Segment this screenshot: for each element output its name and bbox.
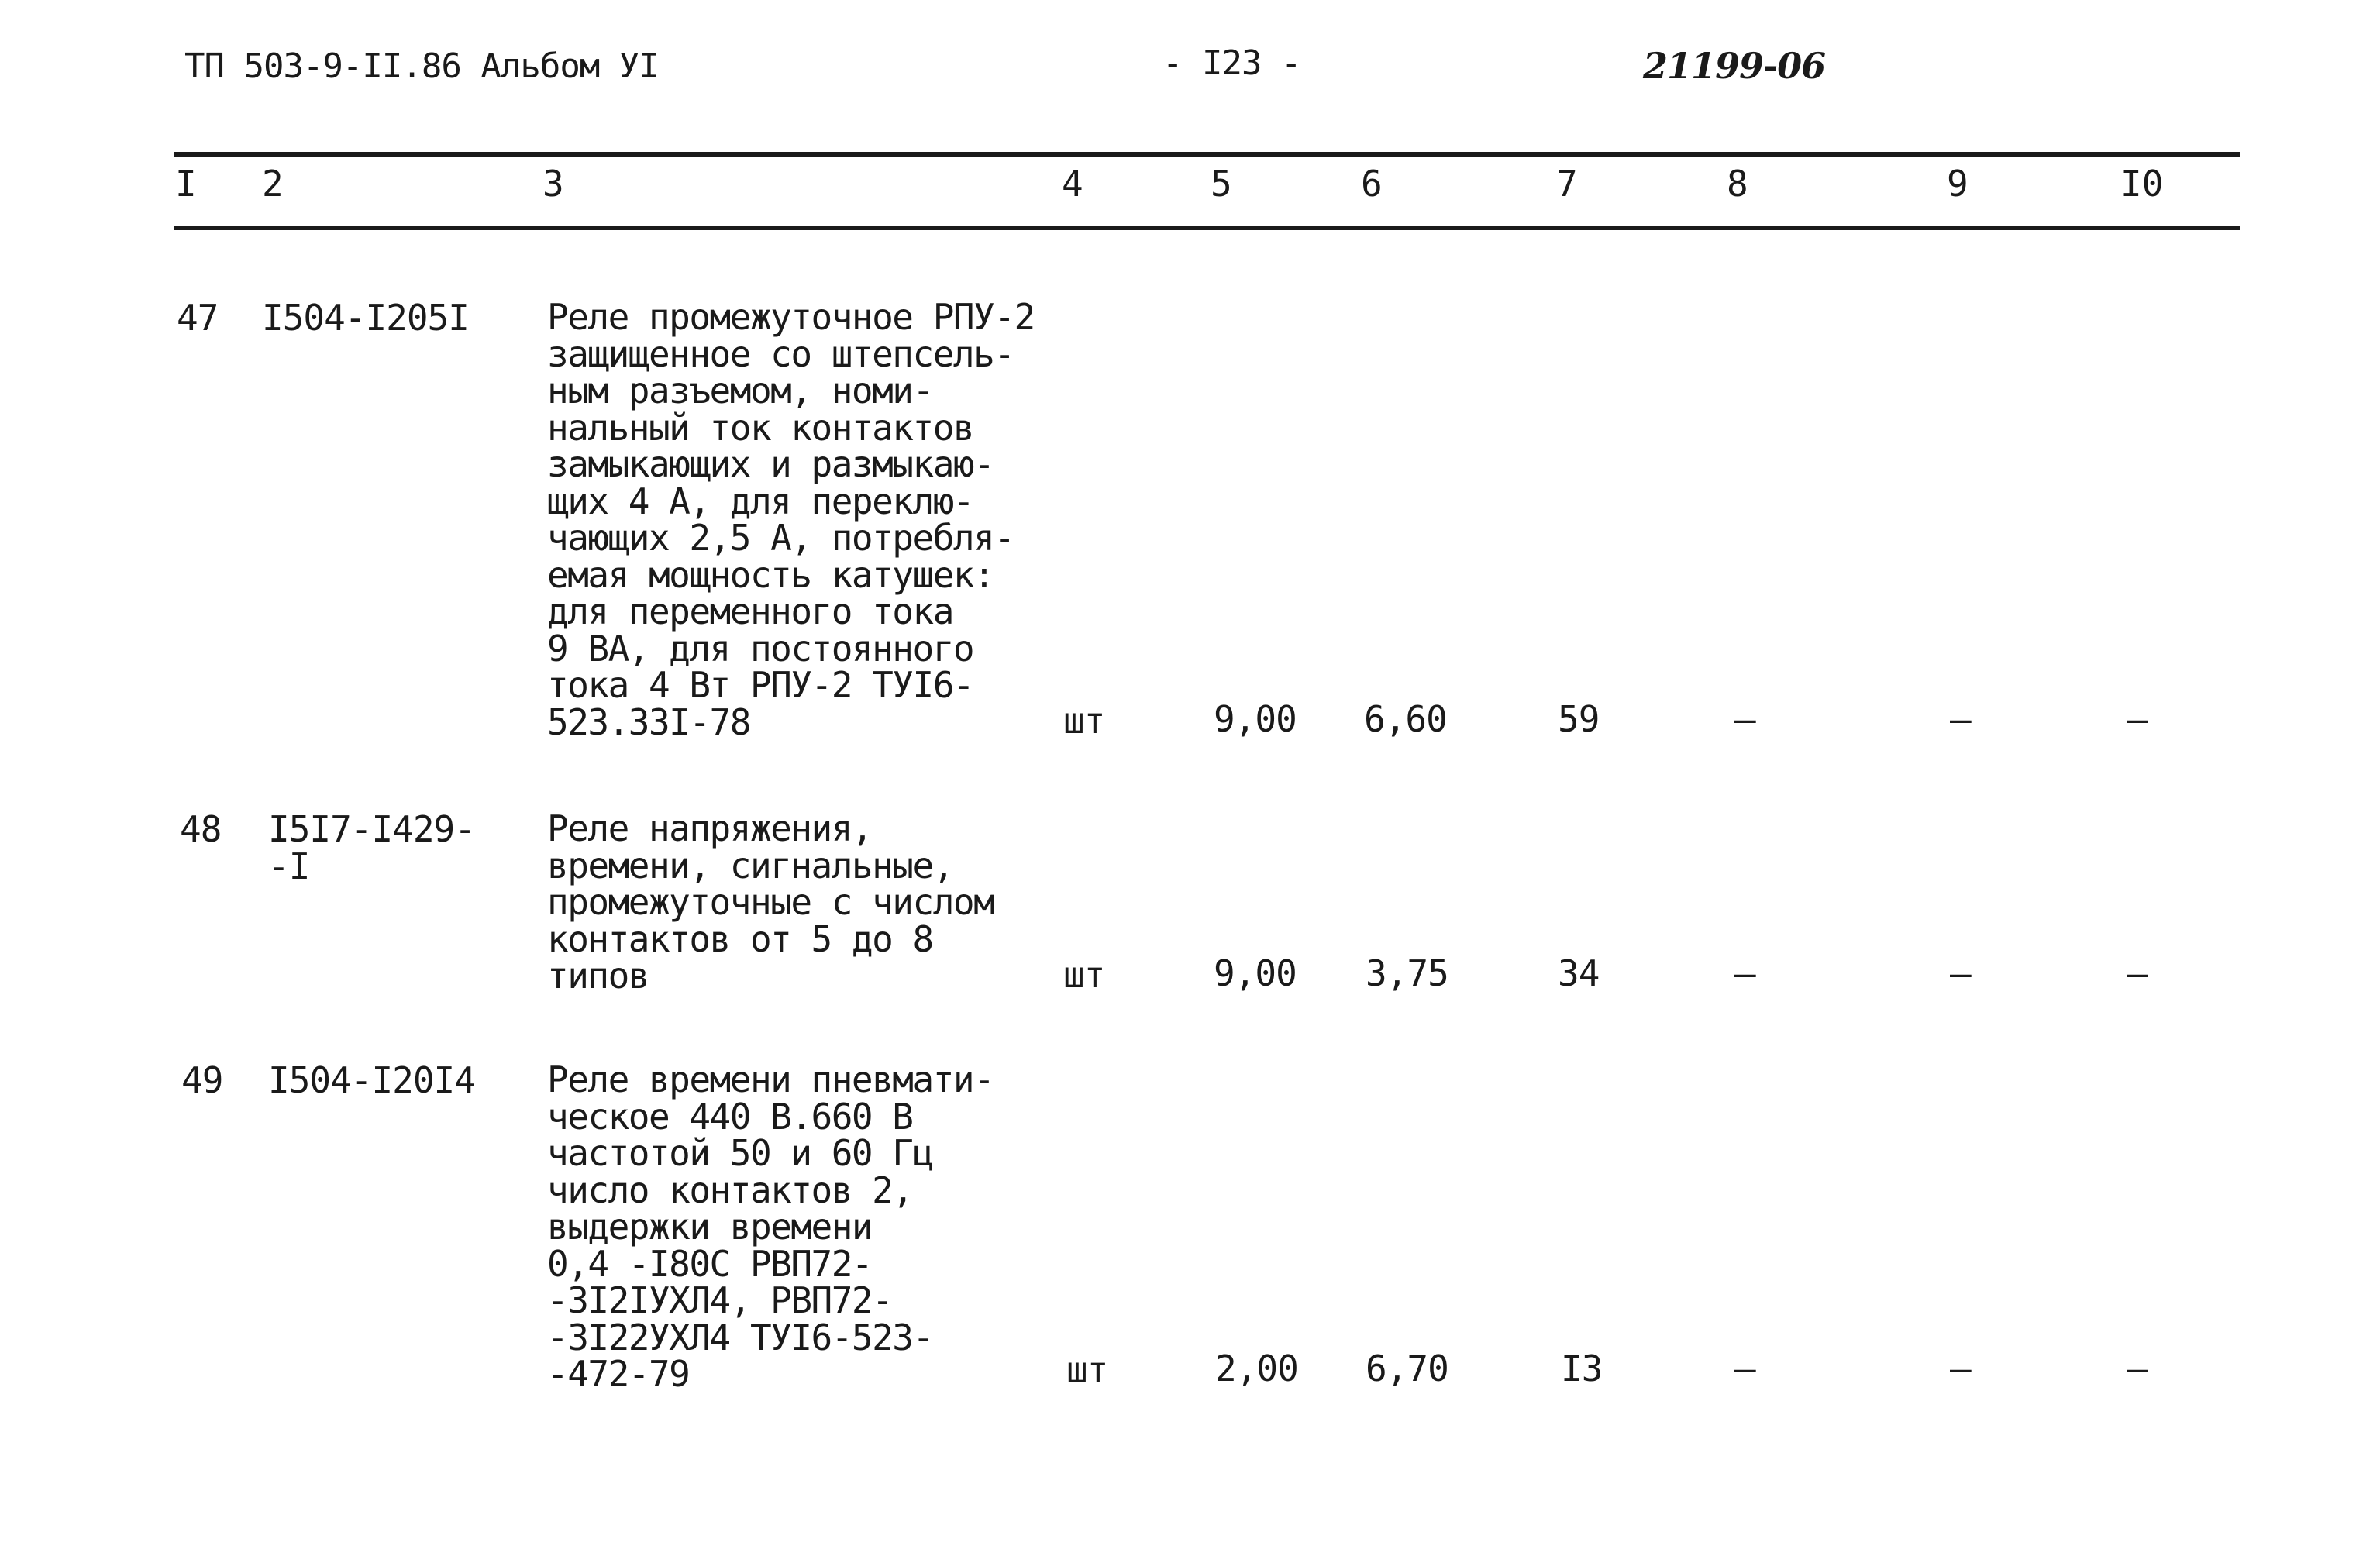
row-description: Реле времени пневмати- ческое 440 В.660 В частотой 50 и 60 Гц число контактов 2, выдержки времени 0,4 -I80C РВП72- -3I2IУХЛ4, РВП72- -3I22УХЛ4 ТУI6-523- -472-79 — [547, 1059, 994, 1395]
row-col10: – — [2127, 1348, 2148, 1389]
row-col8: – — [1734, 1348, 1755, 1389]
column-number-9: 9 — [1947, 163, 1968, 205]
row-col9: – — [1950, 1348, 1971, 1389]
column-number-2: 2 — [262, 163, 284, 205]
row-col7: 34 — [1558, 952, 1600, 994]
row-col7: I3 — [1561, 1348, 1603, 1389]
row-col6: 3,75 — [1366, 952, 1448, 994]
row-code: I504-I20I4 — [268, 1059, 475, 1101]
row-number: 48 — [180, 808, 222, 850]
row-code: I504-I205I — [262, 297, 469, 339]
row-number: 49 — [181, 1059, 223, 1101]
table-top-rule — [174, 152, 2240, 157]
column-number-4: 4 — [1062, 163, 1083, 205]
column-number-7: 7 — [1556, 163, 1578, 205]
column-number-8: 8 — [1727, 163, 1748, 205]
row-col8: – — [1734, 952, 1755, 994]
row-unit: шт — [1063, 700, 1105, 742]
column-number-5: 5 — [1211, 163, 1232, 205]
row-col9: – — [1950, 698, 1971, 740]
row-description: Реле напряжения, времени, сигнальные, промежуточные с числом контактов от 5 до 8 типов — [547, 807, 994, 997]
row-unit: шт — [1063, 954, 1105, 996]
row-code: I5I7-I429- -I — [268, 808, 475, 887]
page-number: - I23 - — [1162, 43, 1301, 83]
column-number-10: I0 — [2120, 163, 2164, 205]
row-col5: 2,00 — [1215, 1348, 1298, 1389]
row-col8: – — [1734, 698, 1755, 740]
column-number-6: 6 — [1361, 163, 1383, 205]
column-number-3: 3 — [542, 163, 564, 205]
row-unit: шт — [1066, 1349, 1108, 1391]
row-col7: 59 — [1558, 698, 1600, 740]
row-col6: 6,70 — [1366, 1348, 1448, 1389]
document-title: ТП 503-9-II.86 Альбом УI — [184, 46, 659, 86]
row-col10: – — [2127, 952, 2148, 994]
column-number-1: I — [175, 163, 197, 205]
table-header-rule — [174, 226, 2240, 230]
row-description: Реле промежуточное РПУ-2 защищенное со штепсель- ным разъемом, номи- нальный ток контактов замыкающих и размыкаю- щих 4 А, для переклю- чающих 2,5 А, потребля- емая мощность катушек: для переменного тока 9 ВА, для постоянного тока 4 Вт РПУ-2 ТУI6- 523.33I-78 — [547, 296, 1035, 743]
row-col5: 9,00 — [1214, 952, 1297, 994]
row-col6: 6,60 — [1364, 698, 1447, 740]
row-col5: 9,00 — [1214, 698, 1297, 740]
row-col10: – — [2127, 698, 2148, 740]
handwritten-code: 21199-06 — [1643, 45, 1826, 87]
row-number: 47 — [177, 297, 219, 339]
row-col9: – — [1950, 952, 1971, 994]
